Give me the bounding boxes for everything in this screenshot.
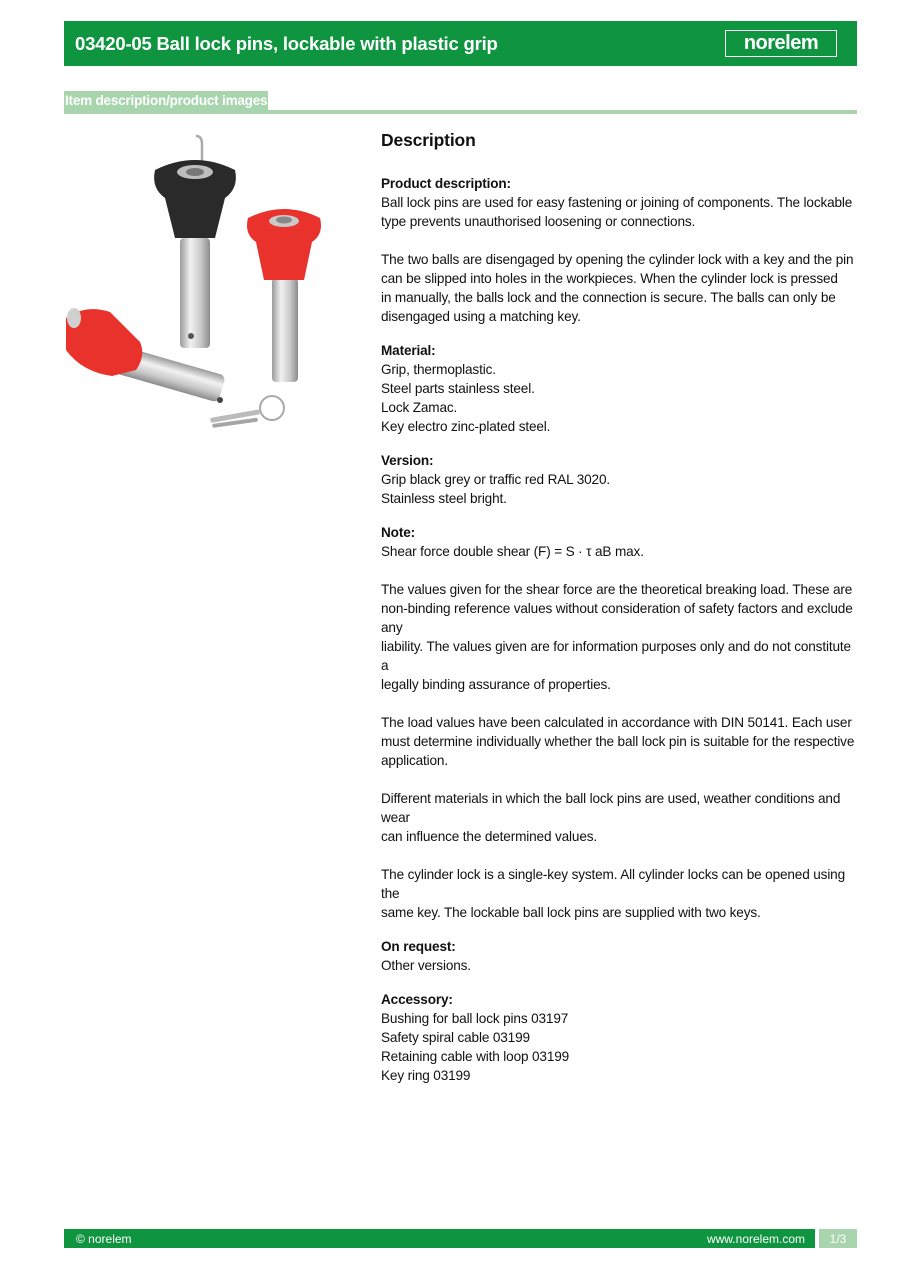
product-description-paragraph [381,193,861,231]
description-heading: Description [381,130,476,150]
norelem-logo: norelem [725,30,837,57]
text-line: Shear force double shear (F) = S · τ aB max. [381,544,644,559]
accessory-line: Retaining cable with loop 03199 [381,1049,570,1064]
note-block [381,523,861,922]
product-description-block [381,174,861,326]
text-line: in manually, the balls lock and the connection is secure. The balls can only be [381,290,836,305]
note-paragraph [381,713,861,770]
text-line: type prevents unauthorised loosening or connections. [381,214,696,229]
text-line: disengaged using a matching key. [381,309,581,324]
on-request-title: On request: [381,939,456,954]
section-label: Item description/product images [65,93,268,108]
footer-copyright: © norelem [76,1231,132,1246]
material-block [381,341,861,436]
product-description-title: Product description: [381,176,511,191]
on-request-block [381,937,861,975]
text-line: non-binding reference values without consideration of safety factors and exclude any [381,601,853,635]
note-paragraph [381,865,861,922]
page-number: 1/3 [819,1229,857,1248]
note-title: Note: [381,525,415,540]
accessory-line: Safety spiral cable 03199 [381,1030,530,1045]
material-line: Lock Zamac. [381,400,458,415]
text-line: Ball lock pins are used for easy fastening or joining of components. The lockable [381,195,853,210]
black-ball-lock-pin [154,136,236,348]
footer-bar [64,1229,815,1248]
red-ball-lock-pin-vertical [247,209,321,382]
page-footer [64,1229,857,1248]
text-line: same key. The lockable ball lock pins are supplied with two keys. [381,905,761,920]
footer-website-link[interactable]: www.norelem.com [706,1231,805,1246]
note-paragraph [381,789,861,846]
accessory-title: Accessory: [381,992,453,1007]
text-line: application. [381,753,448,768]
version-title: Version: [381,453,434,468]
text-line: can be slipped into holes in the workpieces. When the cylinder lock is pressed [381,271,838,286]
note-paragraph [381,580,861,694]
accessory-line: Bushing for ball lock pins 03197 [381,1011,569,1026]
page-header [64,21,857,66]
on-request-line: Other versions. [381,958,471,973]
section-divider [64,110,857,114]
version-line: Stainless steel bright. [381,491,507,506]
text-line: The values given for the shear force are the theoretical breaking load. These are [381,582,853,597]
material-line: Key electro zinc-plated steel. [381,419,551,434]
page-title: 03420-05 Ball lock pins, lockable with plastic grip [75,32,498,54]
material-title: Material: [381,343,436,358]
material-line: Grip, thermoplastic. [381,362,496,377]
text-line: can influence the determined values. [381,829,598,844]
accessory-line: Key ring 03199 [381,1068,471,1083]
product-image [60,128,340,438]
description-panel [381,128,861,1100]
version-block [381,451,861,508]
note-paragraph [381,542,861,561]
text-line: liability. The values given are for information purposes only and do not constitute a [381,639,851,673]
text-line: Different materials in which the ball lock pins are used, weather conditions and wear [381,791,841,825]
text-line: must determine individually whether the ball lock pin is suitable for the respective [381,734,855,749]
product-description-paragraph [381,250,861,326]
material-line: Steel parts stainless steel. [381,381,535,396]
accessory-block [381,990,861,1085]
section-header [64,91,857,114]
text-line: The cylinder lock is a single-key system. All cylinder locks can be opened using the [381,867,846,901]
text-line: The load values have been calculated in accordance with DIN 50141. Each user [381,715,852,730]
version-line: Grip black grey or traffic red RAL 3020. [381,472,610,487]
text-line: The two balls are disengaged by opening the cylinder lock with a key and the pin [381,252,854,267]
text-line: legally binding assurance of properties. [381,677,611,692]
